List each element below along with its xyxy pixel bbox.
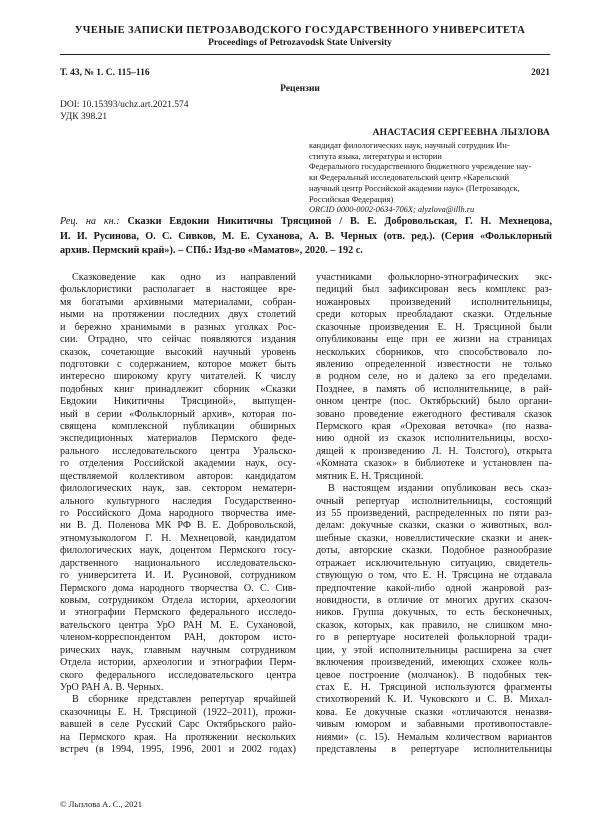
text-line: ществляемой коллективом авторов: кандидатом (60, 470, 296, 482)
text-line: подготовки с содержанием, которое может быть (60, 358, 296, 370)
text-line: вавшей в селе Русский Сарс Октябрьского райо- (60, 719, 296, 731)
author-affiliation (309, 141, 553, 216)
text-line: дящей к произведению Л. Н. Толстого), открыта (316, 445, 552, 457)
text-line: ножанровых произведений исполнительницы, (316, 296, 552, 308)
text-line: новидности, в отличие от многих других сказоч- (316, 594, 552, 606)
text-line: сказочные произведения Е. Н. Трясциной были (316, 321, 552, 333)
text-line: ный в серии «Фольклорный архив», которая по- (60, 408, 296, 420)
author-name: АНАСТАСИЯ СЕРГЕЕВНА ЛЫЗЛОВА (372, 128, 550, 138)
copyright-notice: © Лызлова А. С., 2021 (60, 799, 143, 809)
text-line: Пермского края «Ореховая веточка» (по назва- (316, 421, 552, 433)
text-line: участниками фольклорно-этнографических экс- (316, 272, 552, 283)
text-line: сказок, сочетающие высокий научный уровень (60, 346, 296, 358)
text-line: филологических наук, зав. сектором нематери- (60, 483, 296, 495)
text-line: сказок, которых, как правило, не слишком мно- (316, 619, 552, 631)
affiliation-line: ститута языка, литературы и истории (309, 151, 442, 161)
text-line: и бережно хранимыми в разных уголках Рос- (60, 321, 296, 333)
text-line: рального исследовательского центра Уральско- (60, 445, 296, 457)
affiliation-line: Федерального государственного бюджетного учреждение нау- (309, 162, 532, 172)
text-line: ского федерального исследовательского центра (60, 669, 296, 681)
text-line: ными на протяжении последних двух столетий (60, 309, 296, 321)
text-line: шебные сказки, новеллистические сказки и анек- (316, 532, 552, 544)
text-line: Пермского дома народного творчества О. С. Сив- (60, 582, 296, 594)
text-line: стах Е. Н. Трясциной используются фрагменты (316, 681, 552, 693)
text-line: нию одной из сказок исполнительницы, восхо- (316, 433, 552, 445)
text-line: этномузыкологом Г. Н. Мехнецовой, кандидатом (60, 532, 296, 544)
text-line: рических наук, главным научным сотрудником (60, 644, 296, 656)
affiliation-line: Российская Федерация) (309, 194, 394, 204)
text-line: ствующую о том, что Е. Н. Трясцина не отдавала (316, 570, 552, 582)
text-line: предпочтение какой-либо одной жанровой раз- (316, 582, 552, 594)
text-line: Евдокии Никитичны Трясциной», выпущен- (60, 396, 296, 408)
body-column-left (60, 272, 296, 756)
text-line: ковым, сотрудником Отдела истории, археологии (60, 594, 296, 606)
text-line: ни В. Д. Поленова МК РФ В. Е. Добровольской, (60, 520, 296, 532)
text-line: делам: докучные сказки, сказки о животных, вол- (316, 520, 552, 532)
review-line: И. И. Русинова, О. С. Сивков, М. Е. Суханова, А. В. Черных (отв. ред.). (Серия «Фольклорный (60, 230, 552, 242)
text-line: цевое построение (молчанок). В подобных тек- (316, 669, 552, 681)
text-line: доты, авторские сказки. Подобное разнообразие (316, 545, 552, 557)
text-line: фольклористики располагает в настоящее вре- (60, 284, 296, 296)
journal-subtitle: Proceedings of Petrozavodsk State University (208, 38, 392, 48)
text-line: онном центре (пос. Октябрьский) было органи- (316, 396, 552, 408)
text-line: включения произведений, имеющих схожее коль- (316, 657, 552, 669)
text-line: членом-корреспондентом РАН, доктором исто- (60, 632, 296, 644)
text-line: кова. Ее докучные сказки «отличаются неназвя- (316, 706, 552, 718)
review-citation (60, 215, 552, 259)
text-line: чивым юмором и забавными противопоставле- (316, 719, 552, 731)
text-line: мя богатыми архивными материалами, собран- (60, 296, 296, 308)
udc-code: УДК 398.21 (60, 112, 108, 122)
text-line: из 55 произведений, распределенных по пяти раз- (316, 508, 552, 520)
text-line: среди которых преобладают сказки. Отдельные (316, 309, 552, 321)
text-line: подобных книг принадлежит сборник «Сказки (60, 383, 296, 395)
text-line: сии. Отрадно, что сейчас появляются издания (60, 334, 296, 346)
publication-year: 2021 (531, 68, 550, 78)
journal-title: УЧЕНЫЕ ЗАПИСКИ ПЕТРОЗАВОДСКОГО ГОСУДАРСТВЕННОГО УНИВЕРСИТЕТА (74, 25, 526, 36)
affiliation-line: научный центр Российской академии наук» (Петрозаводск, (309, 183, 520, 193)
body-column-right (316, 272, 552, 756)
section-title: Рецензии (280, 84, 320, 94)
text-line: опубликованы еще при ее жизни на страницах (316, 334, 552, 346)
text-line: Сказковедение как одно из направлений (72, 272, 296, 283)
text-line: УрО РАН А. В. Черных. (60, 681, 164, 693)
text-line: ников. Группа докучных, то есть бесконечных, (316, 607, 552, 619)
text-line: встреч (в 1994, 1995, 1996, 2001 и 2002 годах) (60, 744, 296, 756)
text-line: го университета И. И. Русиновой, сотрудником (60, 570, 296, 582)
review-line: архив. Пермский край»). – СПб.: Изд-во «Маматов», 2020. – 192 с. (60, 245, 363, 257)
text-line: В настоящем издании опубликован весь сказ- (328, 483, 552, 495)
text-line: зовано проведение ежегодного фестиваля сказок (316, 408, 552, 420)
text-line: экспедиционных материалов Пермского феде- (60, 433, 296, 445)
text-line: дарственного национального исследовательско- (60, 557, 296, 569)
text-line: священа комплексной публикации обширных (60, 421, 296, 433)
orcid-email: ORCID 0000-0002-0634-706X; alyzlova@illh.ru (309, 205, 475, 215)
text-line: очный репертуар исполнительницы, состоящий (316, 495, 552, 507)
text-line: в родном селе, но и далеко за его пределами. (316, 371, 552, 383)
text-line: ального культурного наследия Государственно- (60, 495, 296, 507)
text-line: Отдела истории, археологии и этнографии Перм- (60, 657, 296, 669)
text-line: го отделения Российской академии наук, осу- (60, 458, 296, 470)
affiliation-line: кандидат филологических наук, научный сотрудник Ин- (309, 141, 510, 150)
header-divider (60, 54, 550, 55)
doi: DOI: 10.15393/uchz.art.2021.574 (60, 100, 189, 110)
text-line: вательского центра УрО РАН М. Е. Сухановой, (60, 619, 296, 631)
text-line: го в репертуаре носителей фольклорной тради- (316, 632, 552, 644)
text-line: ции, у этой исполнительницы расширена за счет (316, 644, 552, 656)
volume-info: Т. 43, № 1. С. 115–116 (60, 68, 150, 78)
text-line: и этнографии Пермского федерального исследо- (60, 607, 296, 619)
text-line: филологических наук, доцентом Пермского госу- (60, 545, 296, 557)
text-line: сказочницы Е. Н. Трясциной (1922–2011), прожи- (60, 706, 296, 718)
text-line: стихотворений К. И. Чуковского и С. В. Михал- (316, 694, 552, 706)
text-line: Позднее, в память об исполнительнице, в рай- (316, 383, 552, 395)
text-line: нескольких сборников, что способствовало по- (316, 346, 552, 358)
text-line: го Российского Дома народного творчества име- (60, 508, 296, 520)
text-line: на Пермского края. На протяжении нескольких (60, 731, 296, 743)
text-line: педиций был зафиксирован весь комплекс раз- (316, 284, 552, 296)
text-line: «Комната сказок» в библиотеке и установлен па- (316, 458, 552, 470)
text-line: ниями» (с. 15). Немалым количеством вариантов (316, 731, 552, 743)
review-book-title: Сказки Евдокии Никитичны Трясциной / В. Е. Добровольская, Г. Н. Мехнецова, (127, 216, 552, 227)
text-line: В сборнике представлен репертуар ярчайшей (72, 694, 296, 706)
text-line: мятник Е. Н. Трясциной. (316, 470, 424, 482)
affiliation-line: ки Федеральный исследовательский центр «Карельский (309, 173, 509, 183)
text-line: явлению определенной известности не только (316, 358, 552, 370)
text-line: представлены в репертуаре исполнительницы (316, 744, 552, 756)
review-line (60, 215, 552, 230)
text-line: интересно широкому кругу читателей. К числу (60, 371, 296, 383)
review-label: Рец. на кн.: (60, 216, 120, 227)
text-line: отражает исключительную ситуацию, свидетель- (316, 557, 552, 569)
